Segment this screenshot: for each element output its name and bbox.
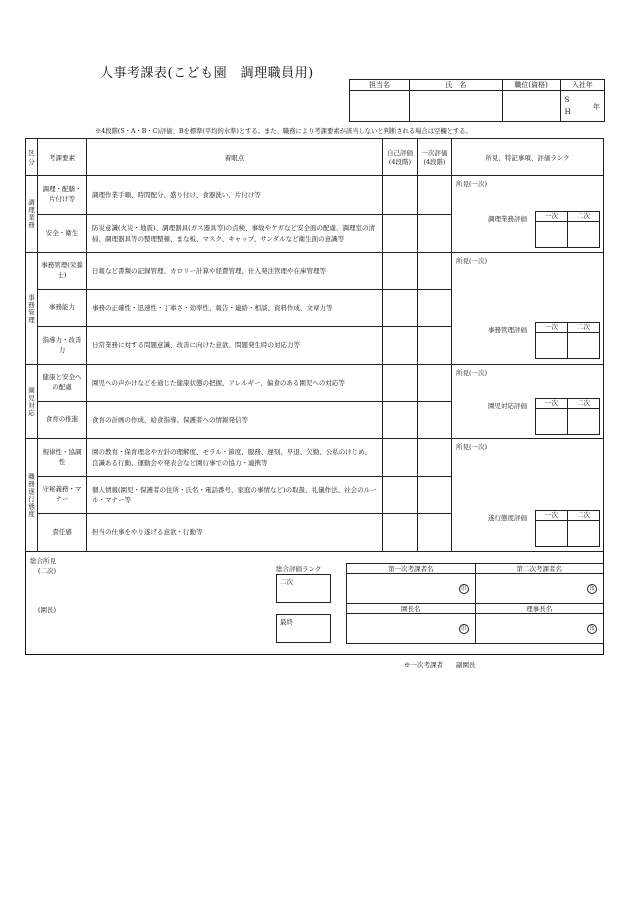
section-office: 事務管理 bbox=[26, 253, 38, 365]
comment-label: 所見(一次) bbox=[456, 180, 488, 188]
eval-block bbox=[488, 398, 600, 435]
header-field-joined[interactable] bbox=[560, 91, 604, 122]
eval-second-field[interactable] bbox=[568, 333, 599, 358]
item-element: 食育の推進 bbox=[38, 402, 87, 439]
col-category: 区分 bbox=[26, 139, 38, 176]
first-score[interactable] bbox=[418, 439, 452, 477]
item-element: 事務能力 bbox=[38, 290, 87, 327]
eval-first-field[interactable] bbox=[536, 222, 567, 247]
header-table bbox=[349, 79, 605, 122]
self-score[interactable] bbox=[383, 327, 418, 365]
principal-name-field[interactable] bbox=[347, 614, 476, 644]
comment-cell[interactable] bbox=[452, 365, 604, 439]
col-element: 考課要素 bbox=[38, 139, 87, 176]
eval-label: 事務管理評価 bbox=[488, 326, 527, 334]
year-suffix: 年 bbox=[593, 103, 600, 111]
item-element: 事務管理(栄養士) bbox=[38, 253, 87, 290]
eval-first-label: 一次 bbox=[536, 399, 567, 409]
rank-second-label: 二次 bbox=[280, 578, 293, 586]
eval-block bbox=[488, 322, 600, 359]
header-field-position[interactable] bbox=[502, 91, 560, 122]
self-score[interactable] bbox=[383, 290, 418, 327]
first-evaluator-label: 第一次考課者名 bbox=[347, 564, 476, 574]
evaluator-table bbox=[346, 563, 604, 644]
director-name-label: 理事長名 bbox=[475, 604, 604, 614]
eval-second-label: 二次 bbox=[568, 212, 599, 222]
overall-second-label: (二次) bbox=[38, 567, 57, 575]
seal-icon: 印 bbox=[587, 624, 597, 634]
eval-block bbox=[488, 211, 600, 248]
seal-icon: 印 bbox=[587, 584, 597, 594]
eval-second-field[interactable] bbox=[568, 521, 599, 546]
col-comment: 所見、特記事項、評価ランク bbox=[452, 139, 604, 176]
item-point: 調理作業手順、時間配分、盛り付け、食器洗い、片付け等 bbox=[87, 176, 383, 215]
comment-label: 所見(一次) bbox=[456, 443, 488, 451]
eval-second-label: 二次 bbox=[568, 399, 599, 409]
eval-second-field[interactable] bbox=[568, 409, 599, 434]
rank-label: 総合評価ランク bbox=[276, 565, 322, 573]
first-score[interactable] bbox=[418, 402, 452, 439]
header-col-tanto: 担当名 bbox=[350, 80, 410, 91]
first-score[interactable] bbox=[418, 176, 452, 215]
col-point: 着眼点 bbox=[87, 139, 383, 176]
section-attitude: 職務遂行態度 bbox=[26, 439, 38, 552]
comment-cell[interactable] bbox=[452, 176, 604, 253]
item-point: 日常業務に対する問題意識、改善に向けた意欲、問題発生時の対応力等 bbox=[87, 327, 383, 365]
eval-second-field[interactable] bbox=[568, 222, 599, 247]
section-child: 園児対応 bbox=[26, 365, 38, 439]
self-score[interactable] bbox=[383, 253, 418, 290]
seal-icon: 印 bbox=[459, 624, 469, 634]
seal-icon: 印 bbox=[459, 584, 469, 594]
item-point: 園児への声かけなどを通じた健康状態の把握、アレルギー、偏食のある園児への対応等 bbox=[87, 365, 383, 402]
self-score[interactable] bbox=[383, 439, 418, 477]
first-score[interactable] bbox=[418, 365, 452, 402]
principal-name-label: 園長名 bbox=[347, 604, 476, 614]
first-evaluator-field[interactable] bbox=[347, 574, 476, 604]
item-point: 園の教育・保育理念や方針の理解度、モラル・節度、服務、遅刻、早退、欠勤、公私のけじめ、良識ある行動、運動会や発表会など園行事での協力・連携等 bbox=[87, 439, 383, 477]
eval-label: 遂行態度評価 bbox=[488, 514, 527, 522]
col-first-eval: 一次評価 (4段階) bbox=[418, 139, 452, 176]
first-score[interactable] bbox=[418, 215, 452, 253]
self-score[interactable] bbox=[383, 176, 418, 215]
eval-first-field[interactable] bbox=[536, 521, 567, 546]
overall-label: 総合所見 bbox=[30, 557, 56, 565]
comment-label: 所見(一次) bbox=[456, 257, 488, 265]
eval-first-label: 一次 bbox=[536, 212, 567, 222]
second-evaluator-label: 第二次考課者名 bbox=[475, 564, 604, 574]
footer-block bbox=[25, 552, 604, 655]
era-s: S bbox=[564, 96, 570, 104]
item-element: 健康と安全への配慮 bbox=[38, 365, 87, 402]
item-point: 防災意識(火災・地震)、調理器具(ガス器具等)の点検、事故やケガなど安全面の配慮、調理室の清掃、調理器具等の整理整頓、まな板、マスク、キャップ、サンダルなど衛生面の意識等 bbox=[87, 215, 383, 253]
header-field-name[interactable] bbox=[410, 91, 503, 122]
comment-cell[interactable] bbox=[452, 439, 604, 552]
item-point: 担当の仕事をやり遂げる意欲・行動等 bbox=[87, 514, 383, 552]
rating-note: ※4段階(S・A・B・C)評価、Bを標準(平均的水準)とする。また、職務により考課要素が該当しないと判断される場合は空欄とする。 bbox=[95, 128, 472, 135]
section-cooking: 調理業務 bbox=[26, 176, 38, 253]
item-point: 日報など書類の記録管理、カロリー計算や経費管理、仕入発注管理や在庫管理等 bbox=[87, 253, 383, 290]
header-col-joined: 入社年 bbox=[560, 80, 604, 91]
eval-first-field[interactable] bbox=[536, 409, 567, 434]
header-field-tanto[interactable] bbox=[350, 91, 410, 122]
eval-label: 園児対応評価 bbox=[488, 402, 527, 410]
item-element: 調理・配膳・片付け等 bbox=[38, 176, 87, 215]
comment-label: 所見(一次) bbox=[456, 369, 488, 377]
rank-second-box[interactable] bbox=[276, 574, 331, 603]
overall-principal-label: (園長) bbox=[38, 606, 57, 614]
era-h: H bbox=[564, 108, 571, 116]
eval-block bbox=[488, 510, 600, 547]
eval-first-field[interactable] bbox=[536, 333, 567, 358]
eval-label: 調理業務評価 bbox=[488, 215, 527, 223]
item-element: 責任感 bbox=[38, 514, 87, 552]
col-self-eval: 自己評価 (4段階) bbox=[383, 139, 418, 176]
item-element: 指導力・改善力 bbox=[38, 327, 87, 365]
self-score[interactable] bbox=[383, 514, 418, 552]
item-point: 食育の計画の作成、給食指導、保護者への情報発信等 bbox=[87, 402, 383, 439]
first-score[interactable] bbox=[418, 253, 452, 290]
item-element: 守秘義務・マナー bbox=[38, 477, 87, 514]
item-element: 安全・衛生 bbox=[38, 215, 87, 253]
footnote: ※一次考課者 副園長 bbox=[404, 661, 476, 669]
rank-final-box[interactable] bbox=[276, 614, 331, 643]
second-evaluator-field[interactable] bbox=[475, 574, 604, 604]
item-point: 個人情報(園児・保護者の住所・氏名・電話番号、家庭の事情など)の取扱、礼儀作法、社会のルール・マナー等 bbox=[87, 477, 383, 514]
header-col-position: 職位(資格) bbox=[502, 80, 560, 91]
header-col-name: 氏 名 bbox=[410, 80, 503, 91]
item-element: 規律性・協調性 bbox=[38, 439, 87, 477]
first-score[interactable] bbox=[418, 514, 452, 552]
self-score[interactable] bbox=[383, 365, 418, 402]
eval-first-label: 一次 bbox=[536, 511, 567, 521]
item-point: 事務の正確性・迅速性・丁寧さ・効率性、報告・連絡・相談、資料作成、文章力等 bbox=[87, 290, 383, 327]
self-score[interactable] bbox=[383, 477, 418, 514]
evaluation-table bbox=[25, 138, 604, 552]
self-score[interactable] bbox=[383, 402, 418, 439]
first-score[interactable] bbox=[418, 290, 452, 327]
self-score[interactable] bbox=[383, 215, 418, 253]
eval-second-label: 二次 bbox=[568, 511, 599, 521]
eval-first-label: 一次 bbox=[536, 323, 567, 333]
eval-second-label: 二次 bbox=[568, 323, 599, 333]
comment-cell[interactable] bbox=[452, 253, 604, 365]
first-score[interactable] bbox=[418, 477, 452, 514]
rank-final-label: 最終 bbox=[280, 618, 293, 626]
director-name-field[interactable] bbox=[475, 614, 604, 644]
first-score[interactable] bbox=[418, 327, 452, 365]
page-title: 人事考課表(こども園 調理職員用) bbox=[100, 66, 314, 81]
